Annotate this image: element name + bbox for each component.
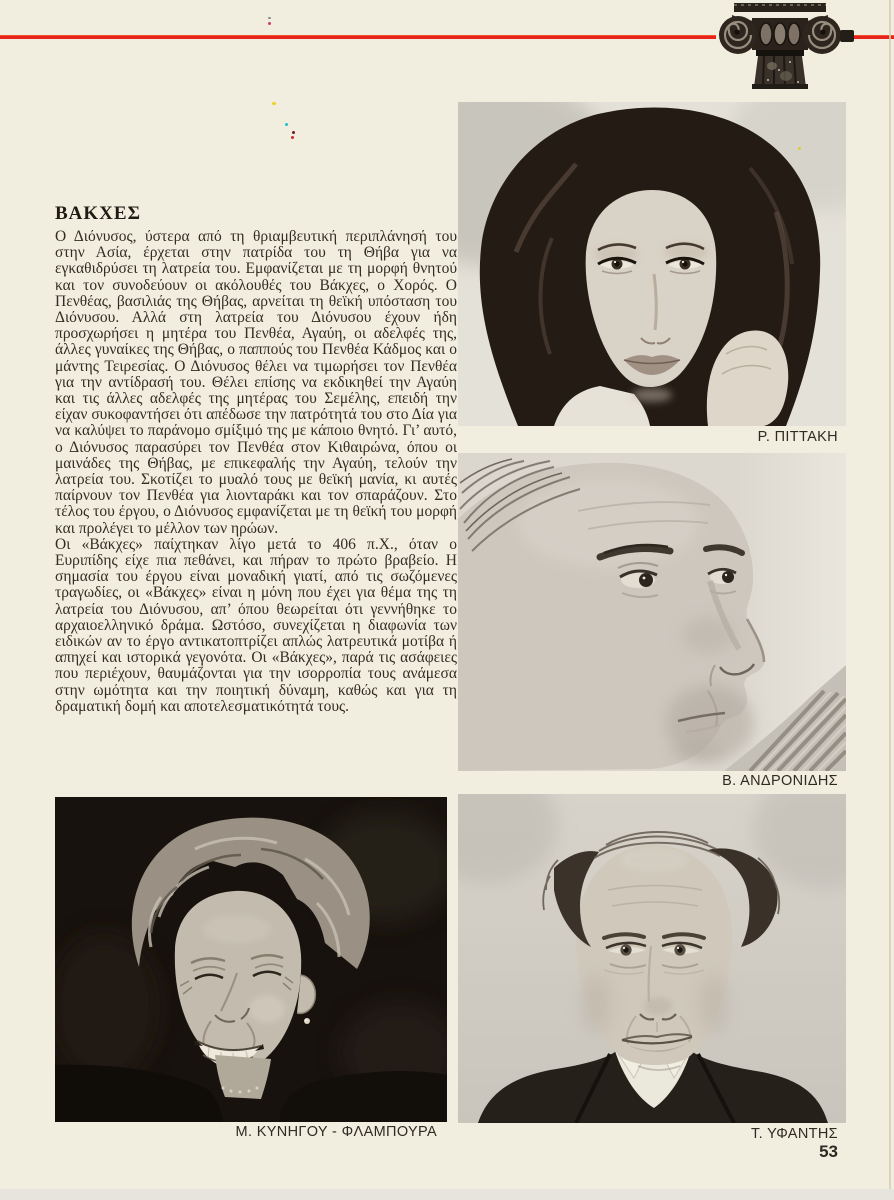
page-bottom-edge xyxy=(0,1189,894,1200)
dust-speck xyxy=(285,123,288,126)
photo-caption: Ρ. ΠΙΤΤΑΚΗ xyxy=(757,429,838,445)
article xyxy=(55,202,457,715)
dust-speck xyxy=(272,102,276,105)
ornament-edge-tab xyxy=(840,30,854,42)
article-paragraph: Οι «Βάκχες» παίχτηκαν λίγο μετά το 406 π.Χ., όταν ο Ευριπίδης είχε πια πεθάνει, και πήραν το πρώτο βραβείο. Η σημασία του έργου είναι μοναδική γιατί, από τις σωζόμενες τραγωδίες, οι «Βάκχες» είναι η μόνη που έχει για θέμα της τη λατρεία του Διόνυσου, απ’ όπου θεωρείται ότι γεννήθηκε το αρχαιοελληνικό δράμα. Ωστόσο, συνεχίζεται η διαφωνία των ειδικών αν το έργο αντικατοπτρίζει απλώς λατρευτικά μοτίβα ή απηχεί και ιστορικά γεγονότα. Οι «Βάκχες», παρά τις ασάφειες που περιέχουν, θαυμάζονται για την ισορροπία τους ανάμεσα στην ωμότητα και την ποιητική δύναμη, καθώς και για τη δραματική δομή και αποτελεσματικότητά τους. xyxy=(55,535,457,715)
dust-speck xyxy=(292,131,295,134)
man-portrait-illustration xyxy=(458,794,846,1123)
photo-caption: Β. ΑΝΔΡΟΝΙΔΗΣ xyxy=(722,773,838,789)
dust-speck xyxy=(268,22,271,25)
photo-kynigou xyxy=(55,797,447,1122)
woman-portrait-illustration xyxy=(458,102,846,426)
photo-andronidis xyxy=(458,453,846,771)
photo-pittaki xyxy=(458,102,846,426)
dust-speck xyxy=(291,136,294,139)
photo-yfantis xyxy=(458,794,846,1123)
dust-speck xyxy=(268,17,271,19)
ionic-column-capital-icon xyxy=(716,0,842,92)
page-edge-line xyxy=(889,0,891,1200)
dust-speck xyxy=(798,147,801,150)
article-title: ΒΑΚΧΕΣ xyxy=(55,203,141,224)
photo-caption: Μ. ΚΥΝΗΓΟΥ - ΦΛΑΜΠΟΥΡΑ xyxy=(235,1124,437,1140)
photo-caption: Τ. ΥΦΑΝΤΗΣ xyxy=(750,1126,838,1142)
smiling-woman-portrait-illustration xyxy=(55,797,447,1122)
man-profile-illustration xyxy=(458,453,846,771)
page-number: 53 xyxy=(819,1142,838,1161)
article-paragraph: Ο Διόνυσος, ύστερα από τη θριαμβευτική περιπλάνησή του στην Ασία, έρχεται στην πατρίδα του τη Θήβα για να εγκαθιδρύσει τη λατρεία του. Εμφανίζεται με τη μορφή θνητού και τον συνοδεύουν οι ακόλουθές του Βάκχες, ο Χορός. Ο Πενθέας, βασιλιάς της Θήβας, αρνείται τη θεϊκή υπόσταση του Διόνυσου. Αλλά στη λατρεία του Διόνυσου έχουν ήδη προσχωρήσει η μητέρα του Πενθέα, Αγαύη, οι αδελφές της, άλλες γυναίκες της Θήβας, ο παππούς του Πενθέα Κάδμος και ο μάντης Τειρεσίας. Ο Διόνυσος θέλει να τιμωρήσει τον Πενθέα για την αντίδρασή του. Θέλει επίσης να εκδικηθεί την Αγαύη και τις άλλες αδελφές της μητέρας του Σεμέλης, επειδή την είχαν συκοφαντήσει ότι απέδωσε την πατρότητά του στο Δία για να καλύψει το παράνομο σμίξιμό της με κάποιο θνητό. Γι’ αυτό, ο Διόνυσος παρασύρει τον Πενθέα στον Κιθαιρώνα, όπου οι μαινάδες της Θήβας, με επικεφαλής την Αγαύη, τελούν την λατρεία του. Σκοτίζει το μυαλό τους με θεϊκή μανία, κι αυτές παίρνουν τον Πενθέα για λιονταράκι και τον σπαράζουν. Στο τέλος του έργου, ο Διόνυσος εμφανίζεται με τη θεϊκή του μορφή και προλέγει το μέλλον των ηρώων. xyxy=(55,228,457,537)
ionic-capital-ornament xyxy=(716,0,842,94)
